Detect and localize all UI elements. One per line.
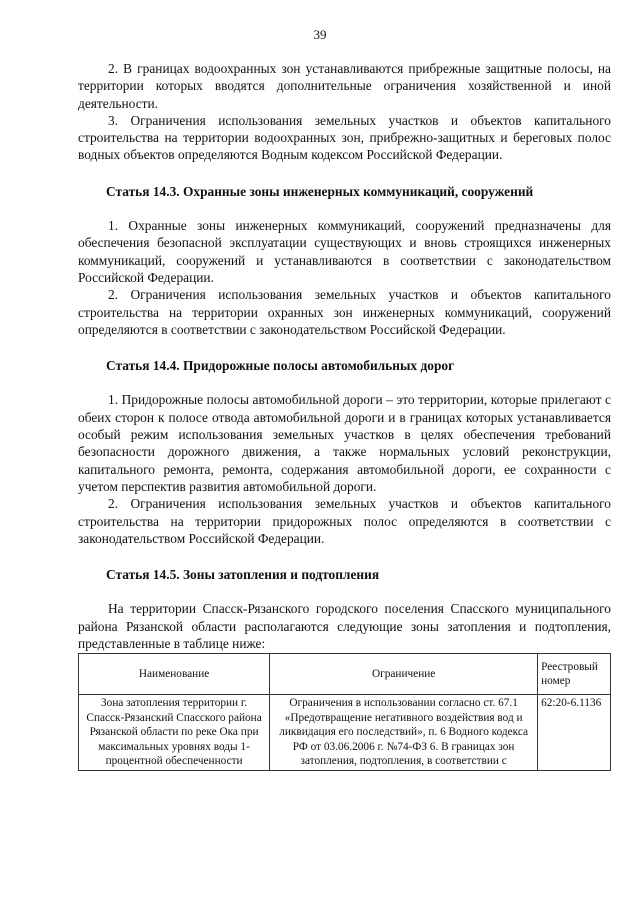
table-row bbox=[79, 695, 611, 771]
table-cell-registry-number: 62:20-6.1136 bbox=[538, 695, 611, 771]
paragraph: 3. Ограничения использования земельных участков и объектов капитального строительства на территории водоохранных зон, прибрежно-защитных и береговых полос водных объектов определяются Водным кодексом Российской Федерации. bbox=[78, 112, 611, 163]
paragraph: 2. Ограничения использования земельных участков и объектов капитального строительства на территории придорожных полос определяются в соответствии с законодательством Российской Федерации. bbox=[78, 496, 611, 546]
flood-zones-table bbox=[78, 653, 611, 771]
article-heading: Статья 14.3. Охранные зоны инженерных коммуникаций, сооружений bbox=[106, 183, 534, 199]
table-cell-restriction: Ограничения в использовании согласно ст. 67.1 «Предотвращение негативного воздействия вод и ликвидация его последствий», п. 6 Водного кодекса РФ от 03.06.2006 г. №74-ФЗ 6. В границах зон затопления, подтопления, в соответствии с bbox=[270, 695, 538, 771]
column-header-restriction: Ограничение bbox=[270, 654, 538, 695]
paragraph: 2. В границах водоохранных зон устанавливаются прибрежные защитные полосы, на территории которых вводятся дополнительные ограничения хозяйственной и иной деятельности. bbox=[78, 61, 611, 111]
page-number: 39 bbox=[313, 27, 327, 42]
table-cell-name: Зона затопления территории г. Спасск-Рязанский Спасского района Рязанской области по реке Ока при максимальных уровнях воды 1-процентной обеспеченности bbox=[79, 695, 270, 771]
paragraph: 2. Ограничения использования земельных участков и объектов капитального строительства на территории охранных зон инженерных коммуникаций, сооружений определяются в соответствии с законодательством Российской Федерации. bbox=[78, 287, 611, 337]
paragraph: 1. Охранные зоны инженерных коммуникаций, сооружений предназначены для обеспечения безопасной эксплуатации существующих и вновь строящихся инженерных коммуникаций, сооружений и устанавливаются в соответствии с законодательством Российской Федерации. bbox=[78, 218, 611, 285]
paragraph: На территории Спасск-Рязанского городского поселения Спасского муниципального района Рязанской области располагаются следующие зоны затопления и подтопления, представленные в таблице ниже: bbox=[78, 601, 611, 652]
paragraph: 1. Придорожные полосы автомобильной дороги – это территории, которые прилегают с обеих сторон к полосе отвода автомобильной дороги и в границах которых устанавливается особый режим использования земельных участков в целях обеспечения требований безопасности дорожного движения, а также нормальных условий реконструкции, капитального ремонта, ремонта, содержания автомобильной дороги, ее сохранности с учетом перспектив развития автомобильной дороги. bbox=[78, 392, 611, 494]
table-header-row bbox=[79, 654, 611, 695]
article-heading: Статья 14.4. Придорожные полосы автомобильных дорог bbox=[106, 358, 455, 374]
document-body bbox=[78, 60, 611, 771]
column-header-registry-number: Реестровый номер bbox=[538, 654, 611, 695]
article-heading: Статья 14.5. Зоны затопления и подтопления bbox=[106, 567, 380, 583]
column-header-name: Наименование bbox=[79, 654, 270, 695]
